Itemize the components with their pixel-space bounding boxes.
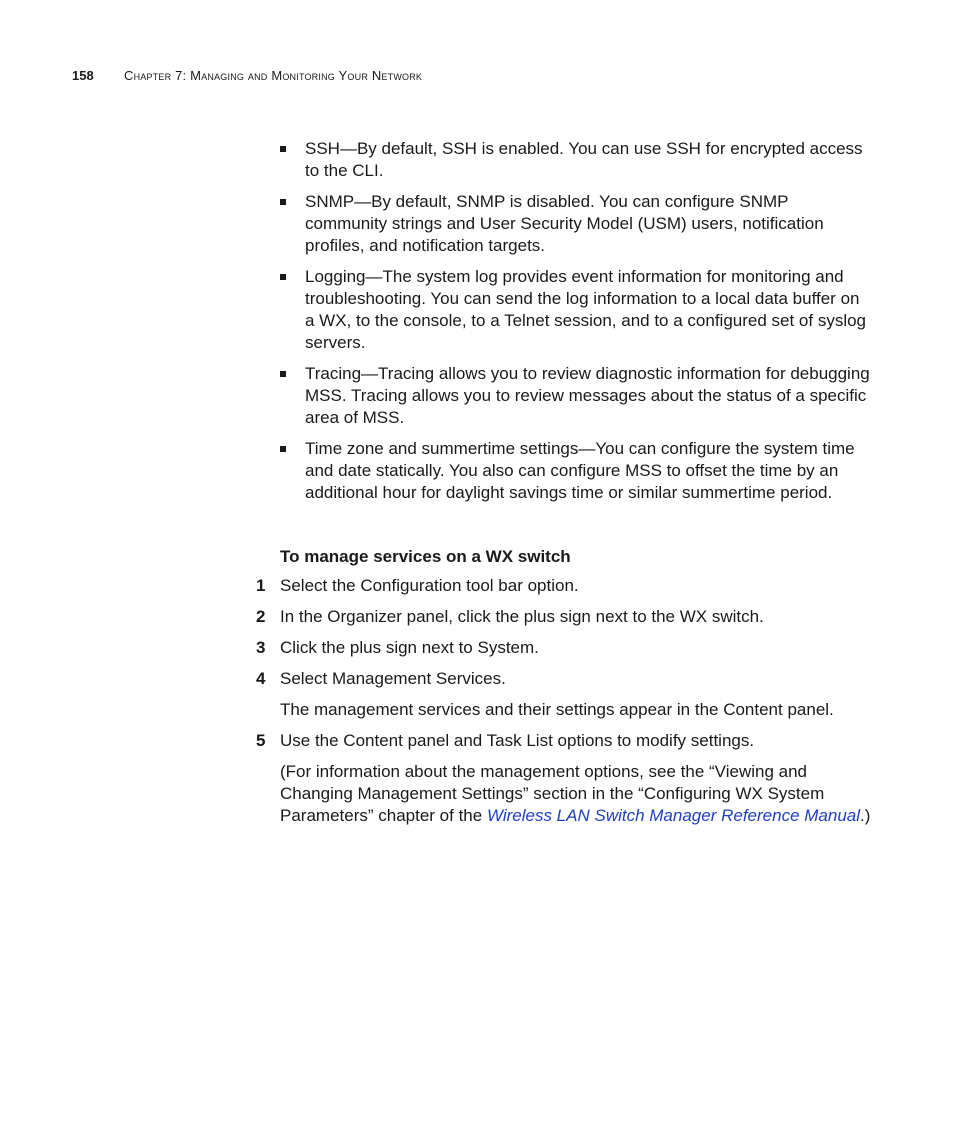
reference-text-before: (For information about the management options, see the “Viewing and Changing Management Settings” section in the “Configuring WX System Parameters” chapter of the: [280, 762, 825, 825]
square-bullet-icon: [280, 274, 286, 280]
step-number: 2: [256, 607, 266, 626]
list-item: [280, 191, 870, 257]
step-number: 3: [256, 638, 266, 657]
procedure-heading: To manage services on a WX switch: [280, 547, 571, 566]
list-item-text: Tracing—Tracing allows you to review diagnostic information for debugging MSS. Tracing allows you to review messages about the status of a specific area of MSS.: [305, 364, 870, 427]
square-bullet-icon: [280, 371, 286, 377]
procedure-steps: [256, 575, 876, 836]
list-item: [280, 363, 870, 429]
list-item: [280, 138, 870, 182]
procedure-step: [256, 606, 876, 628]
step-text: Click the plus sign next to System.: [280, 638, 539, 657]
list-item: [280, 266, 870, 354]
step-text: Select the Configuration tool bar option.: [280, 576, 579, 595]
square-bullet-icon: [280, 446, 286, 452]
list-item-text: SSH—By default, SSH is enabled. You can use SSH for encrypted access to the CLI.: [305, 139, 863, 180]
list-item-text: Time zone and summertime settings—You can configure the system time and date statically. You also can configure MSS to offset the time by an additional hour for daylight savings time or similar summertime period.: [305, 439, 855, 502]
running-header: [72, 66, 422, 86]
square-bullet-icon: [280, 146, 286, 152]
list-item-text: SNMP—By default, SNMP is disabled. You can configure SNMP community strings and User Security Model (USM) users, notification profiles, and notification targets.: [305, 192, 824, 255]
step-text: Select Management Services.: [280, 669, 506, 688]
step-text: In the Organizer panel, click the plus sign next to the WX switch.: [280, 607, 764, 626]
chapter-title: Chapter 7: Managing and Monitoring Your Network: [124, 68, 423, 83]
procedure-step: [256, 575, 876, 597]
step-text: Use the Content panel and Task List options to modify settings.: [280, 731, 755, 750]
step-4-result-note: The management services and their settings appear in the Content panel.: [280, 700, 834, 719]
reference-paragraph: [256, 761, 876, 827]
procedure-step: [256, 637, 876, 659]
page-number: 158: [72, 68, 94, 83]
list-item: [280, 438, 870, 504]
manual-reference-link[interactable]: Wireless LAN Switch Manager Reference Manual: [486, 806, 860, 825]
reference-text-after: .): [860, 806, 871, 825]
services-bullet-list: [280, 138, 870, 513]
list-item-text: Logging—The system log provides event information for monitoring and troubleshooting. You can send the log information to a local data buffer on a WX, to the console, to a Telnet session, and to a configured set of syslog servers.: [305, 267, 867, 352]
procedure-step: [256, 730, 876, 752]
procedure-step: [256, 668, 876, 690]
square-bullet-icon: [280, 199, 286, 205]
step-number: 1: [256, 576, 266, 595]
step-number: 4: [256, 669, 266, 688]
step-number: 5: [256, 731, 266, 750]
